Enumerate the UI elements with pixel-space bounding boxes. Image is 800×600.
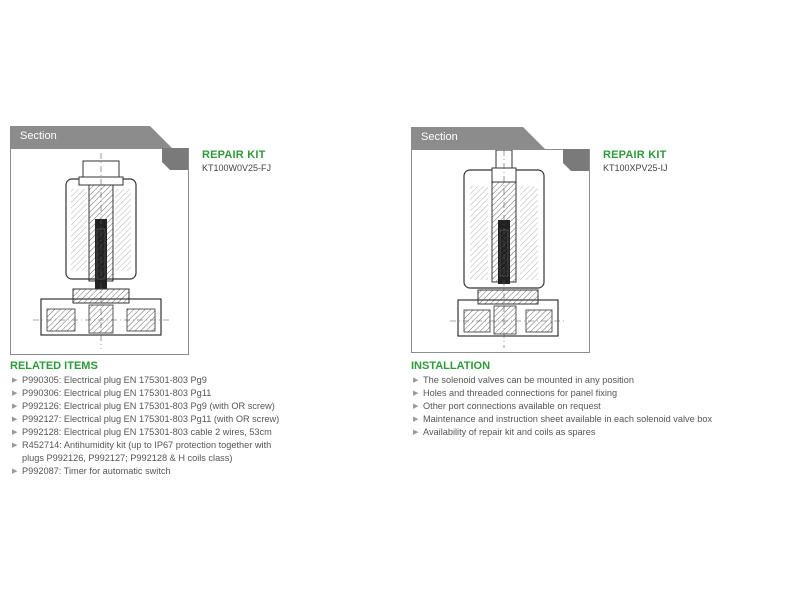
list-item-text: plugs P992126, P992127; P992128 & H coils class) (22, 453, 233, 463)
repair-kit-code: KT100W0V25-FJ (202, 163, 272, 173)
section-label: Section (20, 130, 57, 142)
triangle-bullet-icon: ▶ (12, 403, 18, 410)
triangle-bullet-icon: ▶ (413, 390, 419, 397)
list-item (10, 465, 310, 478)
section-number-badge (162, 148, 205, 170)
section-drawing-frame (10, 148, 189, 355)
list-item (411, 374, 791, 387)
list-item (411, 387, 791, 400)
list-item-text: Other port connections available on request (423, 401, 601, 411)
list-item (10, 374, 310, 387)
list-item (411, 413, 791, 426)
badge-shape (563, 149, 589, 171)
installation-heading: INSTALLATION (411, 360, 491, 372)
list-item (10, 426, 310, 439)
list-item (411, 426, 791, 439)
list-item (10, 439, 310, 452)
triangle-bullet-icon: ▶ (12, 442, 18, 449)
triangle-bullet-icon: ▶ (413, 429, 419, 436)
list-item-text: Holes and threaded connections for panel fixing (423, 388, 618, 398)
section-number-badge (563, 149, 606, 171)
list-item-text: The solenoid valves can be mounted in any position (423, 375, 634, 385)
list-item (10, 387, 310, 400)
list-item (411, 400, 791, 413)
section-number: 2 (598, 153, 606, 165)
list-item (10, 413, 310, 426)
list-item-continuation (10, 452, 310, 465)
triangle-bullet-icon: ▶ (12, 377, 18, 384)
list-item-text: P992127: Electrical plug EN 175301-803 Pg11 (with OR screw) (22, 414, 280, 424)
repair-kit-title: REPAIR KIT (202, 149, 266, 161)
list-item-text: P992128: Electrical plug EN 175301-803 cable 2 wires, 53cm (22, 427, 272, 437)
repair-kit-title: REPAIR KIT (603, 149, 667, 161)
section-tab (10, 126, 180, 148)
valve-section-drawing-1 (11, 149, 188, 354)
repair-kit-code: KT100XPV25-IJ (603, 163, 668, 173)
list-item-text: Maintenance and instruction sheet available in each solenoid valve box (423, 414, 713, 424)
panel-section-1 (10, 126, 310, 356)
section-tab (411, 127, 581, 149)
list-item-text: P990306: Electrical plug EN 175301-803 Pg11 (22, 388, 212, 398)
installation-list (411, 374, 791, 439)
panel-section-2 (411, 127, 711, 357)
list-item (10, 400, 310, 413)
list-item-text: R452714: Antihumidity kit (up to IP67 protection together with (22, 440, 272, 450)
list-item-text: P990305: Electrical plug EN 175301-803 Pg9 (22, 375, 207, 385)
triangle-bullet-icon: ▶ (413, 377, 419, 384)
list-item-text: P992126: Electrical plug EN 175301-803 Pg9 (with OR screw) (22, 401, 275, 411)
related-items-list (10, 374, 310, 478)
valve-section-drawing-2 (412, 150, 589, 352)
related-items-heading: RELATED ITEMS (10, 360, 98, 372)
triangle-bullet-icon: ▶ (12, 429, 18, 436)
section-drawing-frame (411, 149, 590, 353)
triangle-bullet-icon: ▶ (12, 468, 18, 475)
section-number: 1 (197, 152, 205, 164)
badge-shape (162, 148, 188, 170)
section-label: Section (421, 131, 458, 143)
list-item-text: P992087: Timer for automatic switch (22, 466, 171, 476)
triangle-bullet-icon: ▶ (413, 416, 419, 423)
triangle-bullet-icon: ▶ (12, 416, 18, 423)
triangle-bullet-icon: ▶ (413, 403, 419, 410)
list-item-text: Availability of repair kit and coils as spares (423, 427, 596, 437)
triangle-bullet-icon: ▶ (12, 390, 18, 397)
